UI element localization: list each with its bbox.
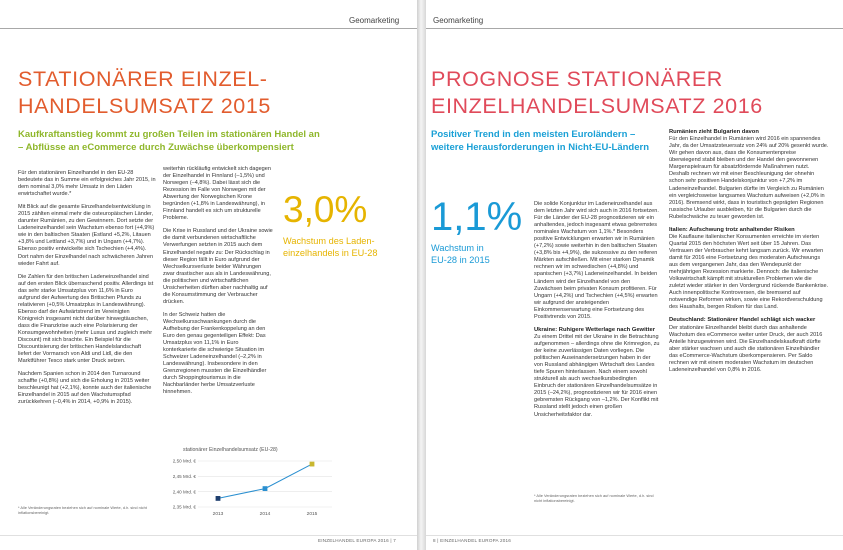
paragraph: Die solide Konjunktur im Ladeneinzelhandel aus dem letzten Jahr wird sich auch in 2016 fortsetzen. Für die Länder der EU-28 prognostizieren wir ein anhaltendes, jedoch insgesamt etwas gebremstes nominales Wachstum von 1,1%.* Besonders positive Entwicklungen erwarten wir in Rumänien (+7,2%) sowie weiterhin in den baltischen Staaten (+3,8% bis +4,9%), die sukzessive zu den reiferen Märkten aufschließen. Mit einer starken Dynamik rechnen wir im schwedischen (+4,8%) und spanischen (+3,7%) Ladeneinzelhandel. In beiden Ländern wird der Einzelhandel von den Zuwächsen beim privaten Konsum profitieren. Für Ungarn (+4,2%) und Tschechien (+4,5%) erwarten wir aufgrund der ansteigenden Einkommenserwartung eine Fortsetzung des Positivtrends von 2015. <box>534 201 659 320</box>
footer-rule <box>426 535 843 536</box>
paragraph: Die Krise in Russland und der Ukraine sowie die damit verbundenen wirtschaftliche Verwerfungen setzten in 2015 auch dem Einzelhandel negativ zu: Der Rückschlag in dieser Region fällt in Euro aufgrund der Wechselkursverluste beider Währungen zwar drastischer aus als in Landeswährung, die politischen und wirtschaftlichen Unsicherheiten dürften aber nachhaltig auf die Konsumstimmung der Verbraucher drücken. <box>163 228 273 305</box>
highlight-text-line-2: einzelhandels in EU-28 <box>283 248 378 258</box>
text-column-1 <box>534 201 660 425</box>
chart-svg <box>160 455 340 521</box>
highlight-text-line-2: EU-28 in 2015 <box>431 255 490 265</box>
section-heading: Italien: Aufschwung trotz anhaltender Risiken <box>669 226 795 233</box>
subtitle-line-1: Kaufkraftanstieg kommt zu großen Teilen im stationären Handel an <box>18 129 320 140</box>
footer-rule <box>0 535 417 536</box>
section-heading: Ukraine: Ruhigere Wetterlage nach Gewitter <box>534 326 656 333</box>
text-column-1 <box>18 170 156 412</box>
paragraph: Zu einem Drittel mit der Ukraine in die Betrachtung aufgenommen – allerdings ohne die Krimregion, zu der keine zuverlässigen Daten vorliegen. Die politischen Auseinandersetzungen haben in der von Russland abhängigen Wirtschaft des Landes tiefe Spuren hinterlassen. Nach einem sowohl strukturell als auch wechselkursbedingten Einbruch der stationären Einzelhandelsumsätze in 2015 (–24,2%), prognostizieren wir für 2016 einen gebremsten Rückgang von –1,2%. Der Konflikt mit Russland stellt jedoch einen großen Unsicherheitsfaktor dar. <box>534 334 660 418</box>
header-label: Geomarketing <box>433 16 484 25</box>
y-tick-label: 2,40 Mrd. € <box>172 489 196 495</box>
page-title <box>431 66 763 120</box>
paragraph: In der Schweiz hatten die Wechselkursschwankungen durch die Aufhebung der Frankenkoppelung an den Euro den genau gegenteiligen Effekt: Das Umsatzplus von 11,1% in Euro konterkarierte die schwierige Situation im Schweizer Ladeneinzelhandel (–2,2% in Landeswährung). Insbesondere in den Grenzregionen mussten die Einzelhändler durch Shoppingtourismus in die Nachbarländer herbe Umsatzverluste hinnehmen. <box>163 311 267 396</box>
section-heading: Deutschland: Stationärer Handel schlägt sich wacker <box>669 317 816 324</box>
y-tick-label: 2,45 Mrd. € <box>172 473 196 479</box>
x-tick-label: 2015 <box>306 512 318 517</box>
page-footer: 8 | EINZELHANDEL EUROPA 2016 <box>433 538 512 543</box>
title-line-1: STATIONÄRER EINZEL- <box>18 67 268 91</box>
paragraph: Für den stationären Einzelhandel in den EU-28 bedeutete das in Summe ein erfolgreiches Jahr 2015, in dem nominal 3,0% mehr Umsatz in den Läden erwirtschaftet wurde.* <box>18 170 156 198</box>
text-column-2 <box>163 166 273 402</box>
footnote: * Alle Veränderungsraten beziehen sich auf nominale Werte, d.h. sind nicht inflationsbereinigt. <box>18 505 147 515</box>
highlight-text-line-1: Wachstum des Laden- <box>283 236 375 246</box>
left-page <box>0 0 417 550</box>
paragraph: weiterhin rückläufig entwickelt sich dagegen der Einzelhandel in Finnland (–1,5%) und Norwegen (–4,8%). Dabei lässt sich die Rezession im Falle von Norwegen mit der Abwertung der Norwegischen Krone begründen (+1,8% in Landeswährung), in Finnland handelt es sich um strukturelle Probleme. <box>163 166 271 222</box>
data-point <box>263 486 268 491</box>
page-title <box>18 66 271 120</box>
subtitle-line-2: – Abflüsse an eCommerce durch Zuwächse überkompensiert <box>18 141 294 153</box>
header-rule <box>0 28 417 29</box>
header-rule <box>426 28 843 29</box>
y-tick-label: 2,50 Mrd. € <box>172 458 196 464</box>
section-heading: Rumänien zieht Bulgarien davon <box>669 129 759 135</box>
highlight-text <box>283 235 378 259</box>
title-line-2: EINZELHANDELSUMSATZ 2016 <box>431 94 763 118</box>
subtitle-line-1: Positiver Trend in den meisten Euroländern – <box>431 129 636 140</box>
y-tick-label: 2,35 Mrd. € <box>172 504 196 510</box>
series-line <box>218 464 312 498</box>
paragraph: Nachdem Spanien schon in 2014 den Turnaround schaffte (+0,8%) und sich die Erholung in 2015 weiter beschleunigt hat (+2,1%), konnte auch der italienische Einzelhandel in 2015 auf den Wachstumspfad zurückkehren (–0,4% in 2014, +0,9% in 2015). <box>18 371 152 406</box>
page-subtitle <box>18 129 398 154</box>
text-column-2 <box>669 129 829 380</box>
page-footer: EINZELHANDEL EUROPA 2016 | 7 <box>318 538 397 543</box>
highlight-text <box>431 242 490 266</box>
highlight-number: 1,1% <box>431 195 523 239</box>
paragraph: Die Kauflaune italienischer Konsumenten erreichte im vierten Quartal 2015 den höchsten Wert seit über 15 Jahren. Das Vertrauen der Verbraucher kehrt langsam zurück. Wir erwarten damit für 2016 eine Fortsetzung des moderaten Aufschwungs aus dem vergangenen Jahr, das den Wendepunkt der mehrjährigen Rezession markierte. Dennoch: die italienische Volkswirtschaft kämpft mit strukturellen Problemen wie die zuletzt wieder stärker in den Vordergrund rückende Bankenkrise. Auch innenpolitische Kontroversen, die bremsend auf notwendige Reformen wirken, sowie eine Rekordverschuldung des Haushalts, bergen Risiken für das Land. <box>669 233 829 311</box>
right-page <box>426 0 843 550</box>
header-label: Geomarketing <box>349 16 400 25</box>
page-subtitle <box>431 129 681 154</box>
data-point <box>216 496 221 501</box>
highlight-number: 3,0% <box>283 189 368 230</box>
subtitle-line-2: weitere Herausforderungen in Nicht-EU-Ländern <box>431 141 650 153</box>
chart-title: stationärer Einzelhandelsumsatz (EU-28) <box>183 447 278 453</box>
footnote: * Alle Veränderungsraten beziehen sich auf nominale Werte, d.h. sind nicht inflationsbereinigt. <box>534 493 654 503</box>
title-line-2: HANDELSUMSATZ 2015 <box>18 94 271 118</box>
x-tick-label: 2013 <box>212 512 224 517</box>
paragraph: Die Zahlen für den britischen Ladeneinzelhandel sind auf den ersten Blick überraschend positiv. Allerdings ist das sehr starke Umsatzplus von 11,6% in Euro aufgrund der Aufwertung des Britischen Pfunds zu relativieren (+0,5% Umsatzplus in Landeswährung). Ebenso darf der Aufwärtstrend im Vereinigten Königreich insgesamt nicht darüber hinwegtäuschen, dass die Finanzkrise auch eine Polarisierung der Konsumgewohnheiten (mehr Luxus und zugleich mehr Discount) mit sich brachte. Ein Beispiel für die Discountisierung der britischen Handelslandschaft liefert der Vormarsch von Aldi und Lidl, die den Marktführer Tesco stark unter Druck setzen. <box>18 273 154 365</box>
page-gutter <box>417 0 426 550</box>
line-chart <box>160 455 340 521</box>
x-tick-label: 2014 <box>259 512 271 517</box>
data-point <box>310 462 315 467</box>
paragraph: Der stationäre Einzelhandel bleibt durch das anhaltende Wachstum des eCommerce weiter unter Druck, der auch 2016 Anteile hinzugewinnen wird. Die Einzelhandelskaufkraft dürfte aber stärker wachsen und auch die stationären Einzelhändler das eCommerce-Wachstum überkompensieren. Per Saldo rechnen wir mit einem moderaten Wachstum im deutschen Ladeneinzelhandel von 0,8% in 2016. <box>669 324 823 373</box>
title-line-1: PROGNOSE STATIONÄRER <box>431 67 723 91</box>
paragraph: Für den Einzelhandel in Rumänien wird 2016 ein spannendes Jahr, da der Umsatzsteuersatz von 24% auf 20% gesenkt wurde. Wir gehen davon aus, dass die Konsumentenpreise überwiegend stabil bleiben und der Handel den gewonnenen Margenspielraum für absatzfördernde Maßnahmen nutzt. Deshalb rechnen wir mit einer Beschleunigung der ohnehin schon sehr positiven Handelskonjunktur von +7,2% im Ladeneinzelhandel. Bulgarien dürfte im Vergleich zu Rumänien ein vergleichsweise langsames Wachstum aufweisen (+2,0% in 2016). Bremsend wirkt, dass in touristisch geprägten Regionen russische Urlauber ausbleiben, für die Bulgarien durch die Rubelschwäche zu teuer geworden ist. <box>669 136 829 220</box>
highlight-text-line-1: Wachstum in <box>431 243 484 253</box>
paragraph: Mit Blick auf die gesamte Einzelhandelsentwicklung in 2015 zählten einmal mehr die osteuropäischen Länder, darunter Rumänien, zu den Gewinnern. Dort setzte der Ladeneinzelhandel sein Wachstum ebenso fort (+4,9%) wie in den baltischen Staaten (Estland +5,2%, Litauen +3,8% und Lettland +3,7%) und in Ungarn (+4,7%). Ebenso positiv entwickelte sich Tschechien (+4,4%). Dort nahm der Einzelhandel nach schwächeren Jahren wieder Fahrt auf. <box>18 204 155 267</box>
